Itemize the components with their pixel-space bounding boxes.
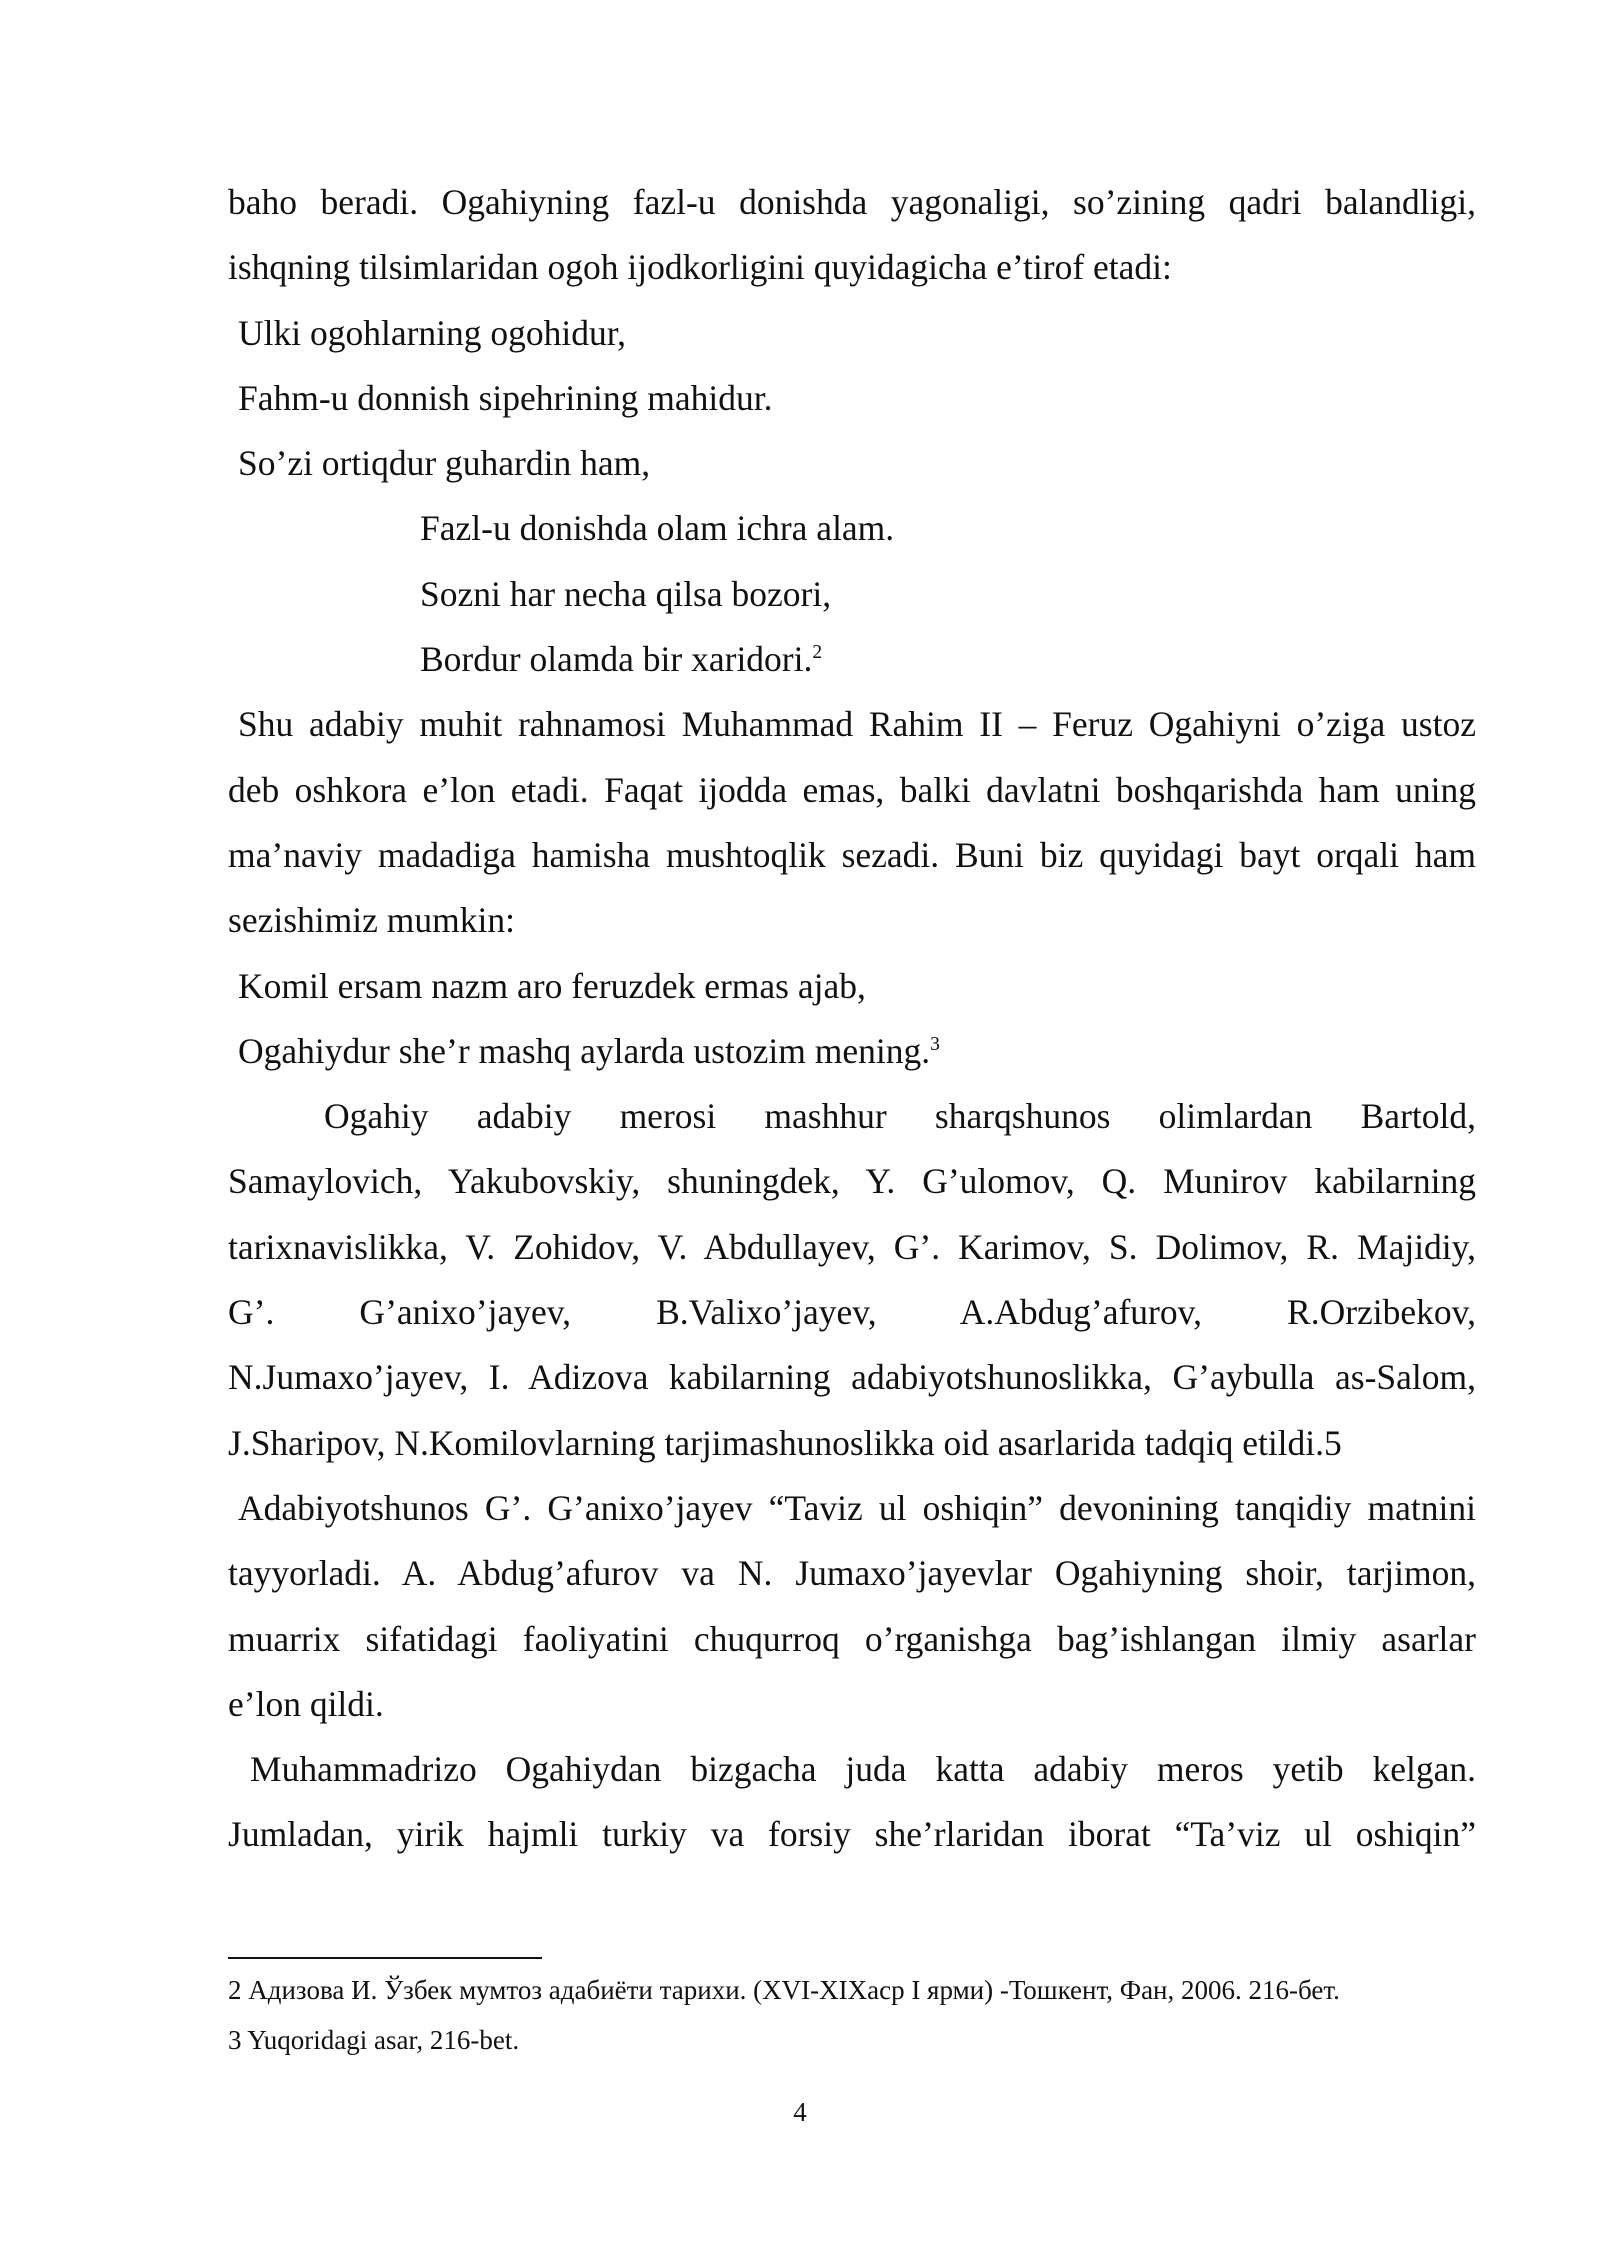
text-line: J.Sharipov, N.Komilovlarning tarjimashunoslikka oid asarlarida tadqiq etildi.5 <box>228 1422 1342 1463</box>
footnote-divider <box>228 1957 542 1959</box>
text-line: Adabiyotshunos G’. G’anixo’jayev “Taviz ul oshiqin” devonining tanqidiy matnini <box>238 1487 1476 1528</box>
text-line: tarixnavislikka, V. Zohidov, V. Abdullayev, G’. Karimov, S. Dolimov, R. Majidiy, <box>228 1226 1476 1267</box>
text-line: N.Jumaxo’jayev, I. Adizova kabilarning adabiyotshunoslikka, G’aybulla as-Salom, <box>228 1357 1476 1398</box>
text-line: Ogahiy adabiy merosi mashhur sharqshunos olimlardan Bartold, <box>324 1096 1476 1137</box>
verse-line <box>228 1019 1476 1084</box>
verse-text: Ogahiydur she’r mashq aylarda ustozim mening. <box>238 1030 931 1071</box>
footnote-ref: 2 <box>812 642 823 664</box>
text-line: tayyorladi. A. Abdug’afurov va N. Jumaxo’jayevlar Ogahiyning shoir, tarjimon, <box>228 1553 1476 1594</box>
verse-line <box>228 627 1476 692</box>
text-line: ma’naviy madadiga hamisha mushtoqlik sezadi. Buni biz quyidagi bayt orqali ham <box>228 834 1476 875</box>
verse-line: So’zi ortiqdur guhardin ham, <box>238 443 651 484</box>
text-line: e’lon qildi. <box>228 1683 384 1724</box>
text-line: ishqning tilsimlaridan ogoh ijodkorligini quyidagicha e’tirof etadi: <box>228 247 1172 288</box>
footnote: 2 Адизова И. Ўзбек мумтоз адабиёти тарихи. (XVI-XIXаср I ярми) -Тошкент, Фан, 2006. 216-бет. <box>228 1975 1340 2005</box>
verse-text: Bordur olamda bir xaridori. <box>420 639 813 680</box>
footnote-ref: 3 <box>930 1034 940 1056</box>
verse-line: Fahm-u donnish sipehrining mahidur. <box>238 377 773 418</box>
verse-line: Sozni har necha qilsa bozori, <box>420 573 832 614</box>
text-line: Shu adabiy muhit rahnamosi Muhammad Rahim II – Feruz Ogahiyni o’ziga ustoz <box>238 704 1476 745</box>
main-text <box>228 170 1476 1868</box>
page-number: 4 <box>793 2097 807 2127</box>
verse-line: Fazl-u donishda olam ichra alam. <box>420 508 895 549</box>
verse-line: Ulki ogohlarning ogohidur, <box>238 312 627 353</box>
verse-line: Komil ersam nazm aro feruzdek ermas ajab, <box>238 965 866 1006</box>
footnote: 3 Yuqoridagi asar, 216-bet. <box>228 2025 520 2055</box>
text-line: muarrix sifatidagi faoliyatini chuqurroq o’rganishga bag’ishlangan ilmiy asarlar <box>228 1618 1476 1659</box>
text-line: deb oshkora e’lon etadi. Faqat ijodda emas, balki davlatni boshqarishda ham uning <box>228 769 1476 810</box>
text-line: Jumladan, yirik hajmli turkiy va forsiy she’rlaridan iborat “Ta’viz ul oshiqin” <box>228 1814 1476 1855</box>
text-line: baho beradi. Ogahiyning fazl-u donishda yagonaligi, so’zining qadri balandligi, <box>228 182 1476 222</box>
text-line: G’. G’anixo’jayev, B.Valixo’jayev, A.Abdug’afurov, R.Orzibekov, <box>228 1292 1476 1333</box>
footnotes <box>228 1965 1488 2065</box>
text-line: Samaylovich, Yakubovskiy, shuningdek, Y. G’ulomov, Q. Munirov kabilarning <box>228 1161 1476 1202</box>
text-line: Muhammadrizo Ogahiydan bizgacha juda katta adabiy meros yetib kelgan. <box>250 1749 1476 1790</box>
text-line: sezishimiz mumkin: <box>228 900 515 941</box>
